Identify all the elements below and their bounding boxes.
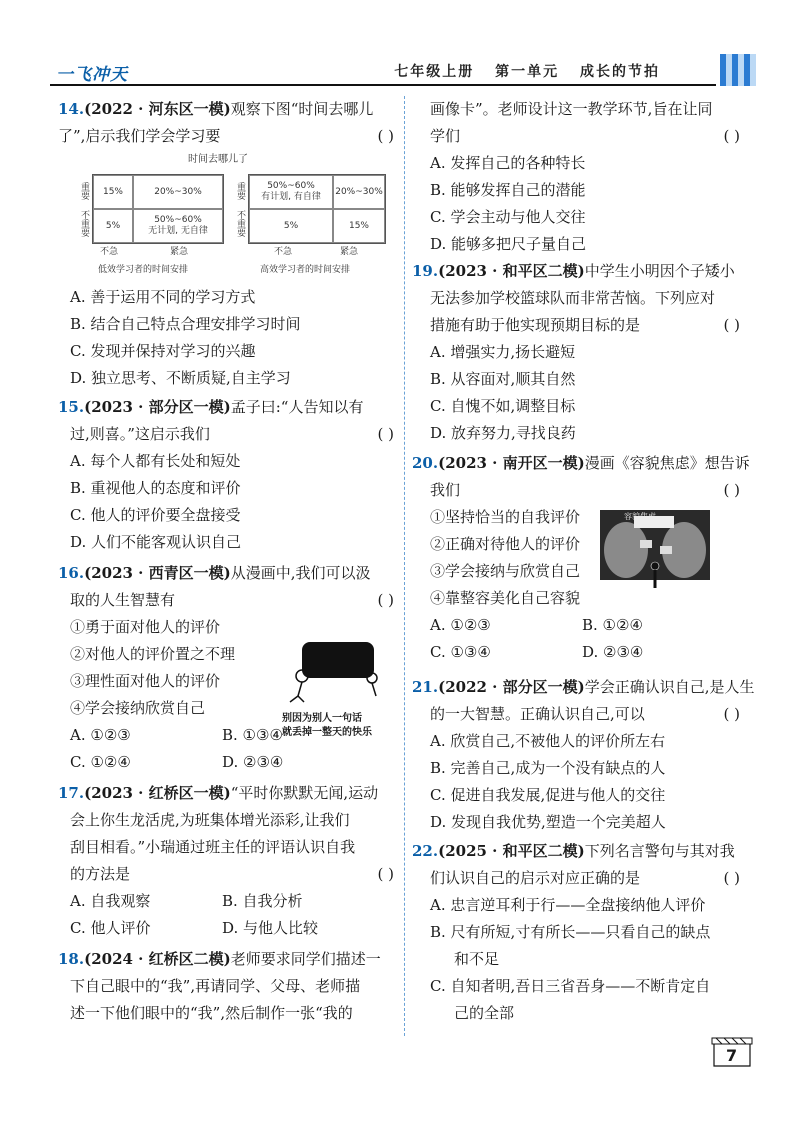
checker-decoration bbox=[720, 54, 756, 86]
option-a[interactable]: A. ①②③ bbox=[70, 726, 131, 744]
option-d[interactable]: D. 与他人比较 bbox=[222, 919, 319, 937]
cartoon-title: 容貌焦虑 bbox=[624, 512, 656, 521]
option-c[interactable]: C. 促进自我发展,促进与他人的交往 bbox=[430, 786, 666, 804]
statement-2: ②正确对待他人的评价 bbox=[430, 535, 581, 553]
option-c[interactable]: C. ①③④ bbox=[430, 643, 491, 661]
statement-3: ③理性面对他人的评价 bbox=[70, 672, 221, 690]
option-d[interactable]: D. 发现自我优势,塑造一个完美超人 bbox=[430, 813, 666, 831]
page-header bbox=[40, 52, 760, 86]
question-15: 15.(2023 · 部分区一模)孟子曰:“人告知以有 过,则喜。”这启示我们 ( ) A. 每个人都有长处和短处 B. 重视他人的态度和评价 C. 他人的评价要全盘接受 D. 人们不能客观认识自己 bbox=[58, 394, 394, 556]
option-c[interactable]: C. 他人的评价要全盘接受 bbox=[70, 506, 241, 524]
option-d[interactable]: D. 人们不能客观认识自己 bbox=[70, 533, 242, 551]
option-d[interactable]: D. 能够多把尺子量自己 bbox=[430, 235, 587, 253]
question-17: 17.(2023 · 红桥区一模)“平时你默默无闻,运动 会上你生龙活虎,为班集体增光添彩,让我们 刮目相看。”小瑞通过班主任的评语认识自我 的方法是 ( ) A. 自我观察 B. 自我分析 C. 他人评价 D. 与他人比较 bbox=[58, 780, 394, 942]
question-14: 14.(2022 · 河东区一模)观察下图“时间去哪儿 了”,启示我们学会学习要 ( ) bbox=[58, 100, 394, 145]
page-number: 7 bbox=[726, 1046, 738, 1065]
statement-1: ①勇于面对他人的评价 bbox=[70, 618, 221, 636]
cartoon-caption: 别因为别人一句话 就丢掉一整天的快乐 bbox=[282, 713, 372, 738]
option-a[interactable]: A. 欣赏自己,不被他人的评价所左右 bbox=[430, 732, 666, 750]
option-b[interactable]: B. 从容面对,顺其自然 bbox=[430, 370, 576, 388]
cartoon-burden bbox=[280, 640, 390, 720]
header-rule bbox=[50, 84, 716, 86]
low-efficiency-grid: 15% 20%~30% 5% 50%~60% 无计划, 无自律 bbox=[92, 174, 224, 244]
series-logo: 一飞冲天 bbox=[56, 65, 128, 85]
chart-title: 时间去哪儿了 bbox=[188, 154, 248, 165]
option-c[interactable]: C. 他人评价 bbox=[70, 919, 151, 937]
option-d[interactable]: D. 放弃努力,寻找良药 bbox=[430, 424, 576, 442]
statement-1: ①坚持恰当的自我评价 bbox=[430, 508, 581, 526]
header-topic: 成长的节拍 bbox=[580, 64, 660, 80]
option-b[interactable]: B. ①③④ bbox=[222, 726, 283, 744]
question-18: 18.(2024 · 红桥区二模)老师要求同学们描述一 下自己眼中的“我”,再请同学、父母、老师描 述一下他们眼中的“我”,然后制作一张“我的 bbox=[58, 950, 381, 1022]
option-b-continued: 和不足 bbox=[454, 950, 500, 968]
page-number-badge bbox=[708, 1036, 756, 1068]
option-a[interactable]: A. 增强实力,扬长避短 bbox=[430, 343, 576, 361]
option-b[interactable]: B. 重视他人的态度和评价 bbox=[70, 479, 241, 497]
cartoon-appearance-anxiety bbox=[600, 510, 710, 590]
question-21: 21.(2022 · 部分区一模)学会正确认识自己,是人生 的一大智慧。正确认识自己,可以 ( ) A. 欣赏自己,不被他人的评价所左右 B. 完善自己,成为一个没有缺点的人 C. 促进自我发展,促进与他人的交往 D. 发现自我优势,塑造一个完美超人 bbox=[412, 674, 740, 836]
question-16: 16.(2023 · 西青区一模)从漫画中,我们可以汲 取的人生智慧有 ( ) ①勇于面对他人的评价 ②对他人的评价置之不理 ③理性面对他人的评价 ④学会接纳欣赏自己 A. ①②③ B. ①③④ C. ①②④ D. ②③④ bbox=[58, 560, 394, 776]
option-b[interactable]: B. 自我分析 bbox=[222, 892, 303, 910]
option-d[interactable]: D. 独立思考、不断质疑,自主学习 bbox=[70, 369, 291, 387]
header-unit: 第一单元 bbox=[495, 64, 560, 80]
q14-options bbox=[70, 284, 394, 392]
option-c[interactable]: C. 自知者明,吾日三省吾身——不断肯定自 bbox=[430, 977, 711, 995]
header-book: 七年级上册 bbox=[394, 64, 475, 80]
option-a[interactable]: A. 善于运用不同的学习方式 bbox=[70, 288, 256, 306]
statement-4: ④靠整容美化自己容貌 bbox=[430, 589, 581, 607]
option-a[interactable]: A. 每个人都有长处和短处 bbox=[70, 452, 241, 470]
column-divider bbox=[404, 96, 405, 1036]
option-a[interactable]: A. 自我观察 bbox=[70, 892, 151, 910]
header-title bbox=[380, 61, 660, 81]
question-22: 22.(2025 · 和平区二模)下列名言警句与其对我 们认识自己的启示对应正确的是 ( ) A. 忠言逆耳利于行——全盘接纳他人评价 B. 尺有所短,寸有所长——只看自己的缺点 和不足 C. 自知者明,吾日三省吾身——不断肯定自 己的全部 bbox=[412, 838, 740, 1027]
option-d[interactable]: D. ②③④ bbox=[222, 753, 284, 771]
option-b[interactable]: B. 尺有所短,寸有所长——只看自己的缺点 bbox=[430, 923, 711, 941]
option-c[interactable]: C. 学会主动与他人交往 bbox=[430, 208, 586, 226]
statement-4: ④学会接纳欣赏自己 bbox=[70, 699, 206, 717]
option-b[interactable]: B. 结合自己特点合理安排学习时间 bbox=[70, 315, 301, 333]
option-b[interactable]: B. 完善自己,成为一个没有缺点的人 bbox=[430, 759, 666, 777]
option-c[interactable]: C. 自愧不如,调整目标 bbox=[430, 397, 576, 415]
option-c-continued: 己的全部 bbox=[454, 1004, 515, 1022]
time-chart: 时间去哪儿了 重要 不重要 15% 20%~30% 5% 50%~60% 无计划, 无自律 不急 紧急 低效学习者的时间安排 重要 不重要 50%~60% 有计划, 有自律 20%~30% 5% 15% 不急 紧急 高效学习者的时间安排 bbox=[78, 148, 388, 280]
statement-3: ③学会接纳与欣赏自己 bbox=[430, 562, 581, 580]
option-a[interactable]: A. 发挥自己的各种特长 bbox=[430, 154, 586, 172]
option-a[interactable]: A. ①②③ bbox=[430, 616, 491, 634]
question-18-continued: 画像卡”。老师设计这一教学环节,旨在让同 学们 ( ) A. 发挥自己的各种特长 B. 能够发挥自己的潜能 C. 学会主动与他人交往 D. 能够多把尺子量自己 bbox=[430, 96, 740, 258]
high-efficiency-grid: 50%~60% 有计划, 有自律 20%~30% 5% 15% bbox=[248, 174, 386, 244]
question-19: 19.(2023 · 和平区二模)中学生小明因个子矮小 无法参加学校篮球队而非常苦恼。下列应对 措施有助于他实现预期目标的是 ( ) A. 增强实力,扬长避短 B. 从容面对,顺其自然 C. 自愧不如,调整目标 D. 放弃努力,寻找良药 bbox=[412, 258, 740, 447]
question-20: 20.(2023 · 南开区一模)漫画《容貌焦虑》想告诉 我们 ( ) ①坚持恰当的自我评价 ②正确对待他人的评价 ③学会接纳与欣赏自己 ④靠整容美化自己容貌 A. ①②③ B. ①②④ C. ①③④ D. ②③④ bbox=[412, 450, 740, 666]
option-b[interactable]: B. 能够发挥自己的潜能 bbox=[430, 181, 586, 199]
option-b[interactable]: B. ①②④ bbox=[582, 616, 643, 634]
statement-2: ②对他人的评价置之不理 bbox=[70, 645, 236, 663]
option-c[interactable]: C. 发现并保持对学习的兴趣 bbox=[70, 342, 256, 360]
option-c[interactable]: C. ①②④ bbox=[70, 753, 131, 771]
option-d[interactable]: D. ②③④ bbox=[582, 643, 644, 661]
option-a[interactable]: A. 忠言逆耳利于行——全盘接纳他人评价 bbox=[430, 896, 706, 914]
